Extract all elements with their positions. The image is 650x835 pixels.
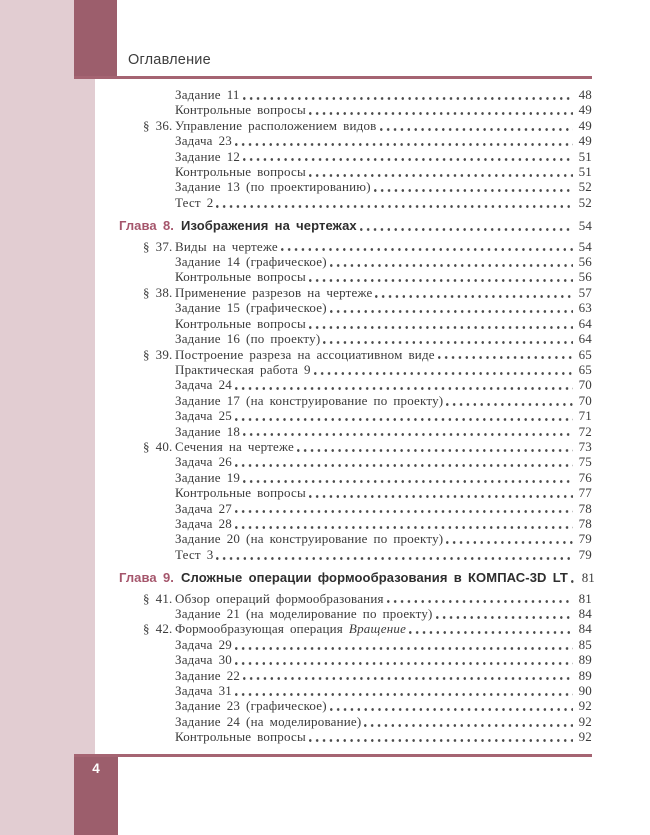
dotted-leader <box>234 133 573 148</box>
toc-entry-page: 48 <box>578 87 592 102</box>
header-accent-block <box>74 0 117 79</box>
toc-entry-page: 76 <box>578 469 592 485</box>
toc-entry-number: § 37. <box>143 238 173 254</box>
toc-entry-page: 52 <box>578 194 592 210</box>
toc-entry-page: 84 <box>578 606 592 621</box>
toc-entry-page: 84 <box>578 621 592 637</box>
toc-sub-row <box>95 362 592 377</box>
toc-section-row <box>95 118 592 133</box>
toc-entry-label: Изображения на чертежах <box>181 218 357 234</box>
toc-entry-page: 65 <box>578 346 592 362</box>
toc-entry-label: Построение разреза на ассоциативном виде <box>175 346 435 362</box>
toc-entry-page: 56 <box>578 269 592 285</box>
toc-entry-page: 49 <box>578 117 592 133</box>
toc-entry-page: 56 <box>578 254 592 270</box>
toc-sub-row <box>95 408 592 423</box>
toc-sub-row <box>95 300 592 315</box>
toc-entry-page: 71 <box>578 408 592 424</box>
toc-sub-row <box>95 683 592 698</box>
toc-entry-label: Формообразующая операция Вращение <box>175 621 407 637</box>
toc-entry-page: 70 <box>578 392 592 408</box>
toc-entry-page: 92 <box>578 698 592 714</box>
toc-chapter-row <box>95 218 592 233</box>
dotted-leader <box>437 347 573 362</box>
toc-entry-label: Задача 28 <box>175 515 233 531</box>
toc-sub-row <box>95 698 592 713</box>
toc-sub-row <box>95 87 592 102</box>
toc-entry-page: 81 <box>581 570 595 586</box>
toc-entry-label: Тест 3 <box>175 546 214 562</box>
toc-section-row <box>95 621 592 636</box>
left-margin-band <box>0 0 95 835</box>
toc-entry-label: Задание 14 (графическое) <box>175 254 327 270</box>
toc-entry-page: 78 <box>578 515 592 531</box>
toc-entry-label: Задание 22 <box>175 667 241 683</box>
toc-entry-page: 72 <box>578 423 592 439</box>
toc-entry-label: Задание 23 (графическое) <box>175 698 327 714</box>
toc-sub-row <box>95 269 592 284</box>
dotted-leader <box>374 285 573 300</box>
toc-entry-label: Задача 25 <box>175 408 233 424</box>
toc-sub-row <box>95 470 592 485</box>
dotted-leader <box>445 393 573 408</box>
toc-entry-label: Контрольные вопросы <box>175 485 306 501</box>
toc-entry-label: Задача 27 <box>175 500 233 516</box>
toc-entry-page: 52 <box>578 179 592 195</box>
toc-entry-label: Задание 21 (на моделирование по проекту) <box>175 606 433 621</box>
toc-entry-label: Практическая работа 9 <box>175 361 311 377</box>
toc-section-row <box>95 347 592 362</box>
toc-entry-page: 79 <box>578 531 592 547</box>
dotted-leader <box>234 454 573 469</box>
toc-entry-page: 92 <box>578 729 592 745</box>
dotted-leader <box>445 531 573 546</box>
dotted-leader <box>435 606 573 621</box>
table-of-contents <box>95 87 595 745</box>
toc-sub-row <box>95 714 592 729</box>
toc-entry-label: Контрольные вопросы <box>175 729 306 745</box>
dotted-leader <box>242 470 573 485</box>
toc-entry-label: Управление расположением видов <box>175 117 377 133</box>
toc-entry-page: 73 <box>578 438 592 454</box>
header-rule <box>74 76 592 79</box>
toc-entry-label: Задача 26 <box>175 454 233 470</box>
toc-sub-row <box>95 652 592 667</box>
toc-entry-page: 64 <box>578 331 592 347</box>
toc-entry-number: § 42. <box>143 621 173 637</box>
toc-section-row <box>95 591 592 606</box>
footer-page-block <box>74 757 118 835</box>
dotted-leader <box>234 501 573 516</box>
toc-entry-label: Применение разрезов на чертеже <box>175 284 373 300</box>
toc-sub-row <box>95 331 592 346</box>
toc-entry-label: Задание 15 (графическое) <box>175 300 327 316</box>
toc-entry-label: Тест 2 <box>175 194 214 210</box>
dotted-leader <box>215 547 573 562</box>
dotted-leader <box>308 729 573 744</box>
dotted-leader <box>313 362 573 377</box>
toc-entry-label: Задание 20 (на конструирование по проекту) <box>175 531 444 547</box>
toc-entry-number: Глава 8. <box>119 218 175 234</box>
toc-chapter-row <box>95 570 595 586</box>
toc-sub-row <box>95 729 592 744</box>
toc-sub-row <box>95 531 592 546</box>
toc-sub-row <box>95 254 592 269</box>
dotted-leader <box>280 239 573 254</box>
toc-sub-row <box>95 133 592 148</box>
dotted-leader <box>308 316 573 331</box>
toc-entry-label: Задача 24 <box>175 377 233 393</box>
toc-sub-row <box>95 424 592 439</box>
toc-entry-label: Задание 13 (по проектированию) <box>175 179 371 195</box>
toc-sub-row <box>95 316 592 331</box>
toc-entry-number: Глава 9. <box>119 570 175 586</box>
toc-entry-label: Задание 17 (на конструирование по проекту) <box>175 392 444 408</box>
toc-entry-page: 49 <box>578 133 592 149</box>
toc-entry-page: 85 <box>578 636 592 652</box>
toc-entry-page: 65 <box>578 361 592 377</box>
toc-sub-row <box>95 179 592 194</box>
dotted-leader <box>363 714 573 729</box>
toc-sub-row <box>95 164 592 179</box>
toc-entry-page: 51 <box>578 164 592 180</box>
toc-entry-label: Сложные операции формообразования в КОМПАС-3D LT <box>181 570 568 586</box>
toc-entry-page: 51 <box>578 148 592 164</box>
toc-entry-page: 70 <box>578 377 592 393</box>
toc-sub-row <box>95 606 592 621</box>
toc-entry-label: Задание 12 <box>175 148 241 164</box>
dotted-leader <box>234 377 573 392</box>
toc-entry-page: 78 <box>578 500 592 516</box>
toc-sub-row <box>95 485 592 500</box>
toc-entry-page: 92 <box>578 713 592 729</box>
toc-entry-number: § 39. <box>143 346 173 362</box>
toc-entry-number: § 36. <box>143 117 173 133</box>
dotted-leader <box>234 408 573 423</box>
toc-sub-row <box>95 102 592 117</box>
dotted-leader <box>322 331 573 346</box>
toc-entry-label: Контрольные вопросы <box>175 102 306 118</box>
dotted-leader <box>308 102 573 117</box>
toc-sub-row <box>95 668 592 683</box>
toc-entry-page: 63 <box>578 300 592 316</box>
dotted-leader <box>373 179 573 194</box>
toc-entry-label: Задание 16 (по проекту) <box>175 331 321 347</box>
toc-entry-label: Контрольные вопросы <box>175 315 306 331</box>
toc-entry-page: 64 <box>578 315 592 331</box>
dotted-leader <box>329 698 573 713</box>
footer-rule <box>74 754 592 757</box>
dotted-leader <box>408 621 573 636</box>
toc-entry-label: Задание 18 <box>175 423 241 439</box>
toc-entry-label: Задача 23 <box>175 133 233 149</box>
toc-entry-page: 75 <box>578 454 592 470</box>
toc-entry-label: Задача 30 <box>175 652 233 668</box>
toc-entry-number: § 40. <box>143 438 173 454</box>
toc-entry-page: 89 <box>578 667 592 683</box>
toc-entry-page: 90 <box>578 683 592 699</box>
toc-entry-label: Обзор операций формообразования <box>175 590 384 606</box>
dotted-leader <box>308 164 573 179</box>
dotted-leader <box>308 269 573 284</box>
page-number: 4 <box>92 761 100 776</box>
dotted-leader <box>359 218 573 233</box>
toc-section-row <box>95 439 592 454</box>
dotted-leader <box>234 652 573 667</box>
toc-section-row <box>95 239 592 254</box>
toc-entry-label: Контрольные вопросы <box>175 269 306 285</box>
toc-entry-label: Задача 31 <box>175 683 233 699</box>
dotted-leader <box>234 516 573 531</box>
toc-entry-label: Сечения на чертеже <box>175 438 294 454</box>
toc-sub-row <box>95 393 592 408</box>
dotted-leader <box>234 683 573 698</box>
toc-sub-row <box>95 195 592 210</box>
toc-sub-row <box>95 516 592 531</box>
dotted-leader <box>242 668 573 683</box>
dotted-leader <box>234 637 573 652</box>
toc-entry-label: Задание 24 (на моделирование) <box>175 713 362 729</box>
toc-entry-page: 81 <box>578 590 592 606</box>
toc-entry-label: Контрольные вопросы <box>175 164 306 180</box>
toc-entry-page: 79 <box>578 546 592 562</box>
dotted-leader <box>242 87 573 102</box>
toc-sub-row <box>95 547 592 562</box>
dotted-leader <box>308 485 573 500</box>
dotted-leader <box>242 149 573 164</box>
dotted-leader <box>296 439 573 454</box>
toc-entry-page: 77 <box>578 485 592 501</box>
dotted-leader <box>570 570 576 585</box>
toc-entry-number: § 41. <box>143 590 173 606</box>
toc-entry-page: 89 <box>578 652 592 668</box>
toc-entry-page: 54 <box>578 218 592 234</box>
toc-entry-page: 54 <box>578 238 592 254</box>
toc-sub-row <box>95 454 592 469</box>
toc-entry-label: Задание 19 <box>175 469 241 485</box>
dotted-leader <box>242 424 573 439</box>
toc-sub-row <box>95 501 592 516</box>
toc-entry-page: 49 <box>578 102 592 118</box>
toc-entry-label: Задание 11 <box>175 87 240 102</box>
toc-entry-label-italic: Вращение <box>348 621 407 637</box>
toc-section-row <box>95 285 592 300</box>
dotted-leader <box>329 300 573 315</box>
dotted-leader <box>215 195 573 210</box>
dotted-leader <box>329 254 573 269</box>
page-header-title: Оглавление <box>128 52 211 68</box>
toc-entry-page: 57 <box>578 284 592 300</box>
toc-entry-label: Задача 29 <box>175 636 233 652</box>
toc-entry-label: Виды на чертеже <box>175 238 278 254</box>
dotted-leader <box>379 118 573 133</box>
dotted-leader <box>386 591 573 606</box>
toc-sub-row <box>95 149 592 164</box>
toc-entry-number: § 38. <box>143 284 173 300</box>
toc-sub-row <box>95 637 592 652</box>
toc-sub-row <box>95 377 592 392</box>
